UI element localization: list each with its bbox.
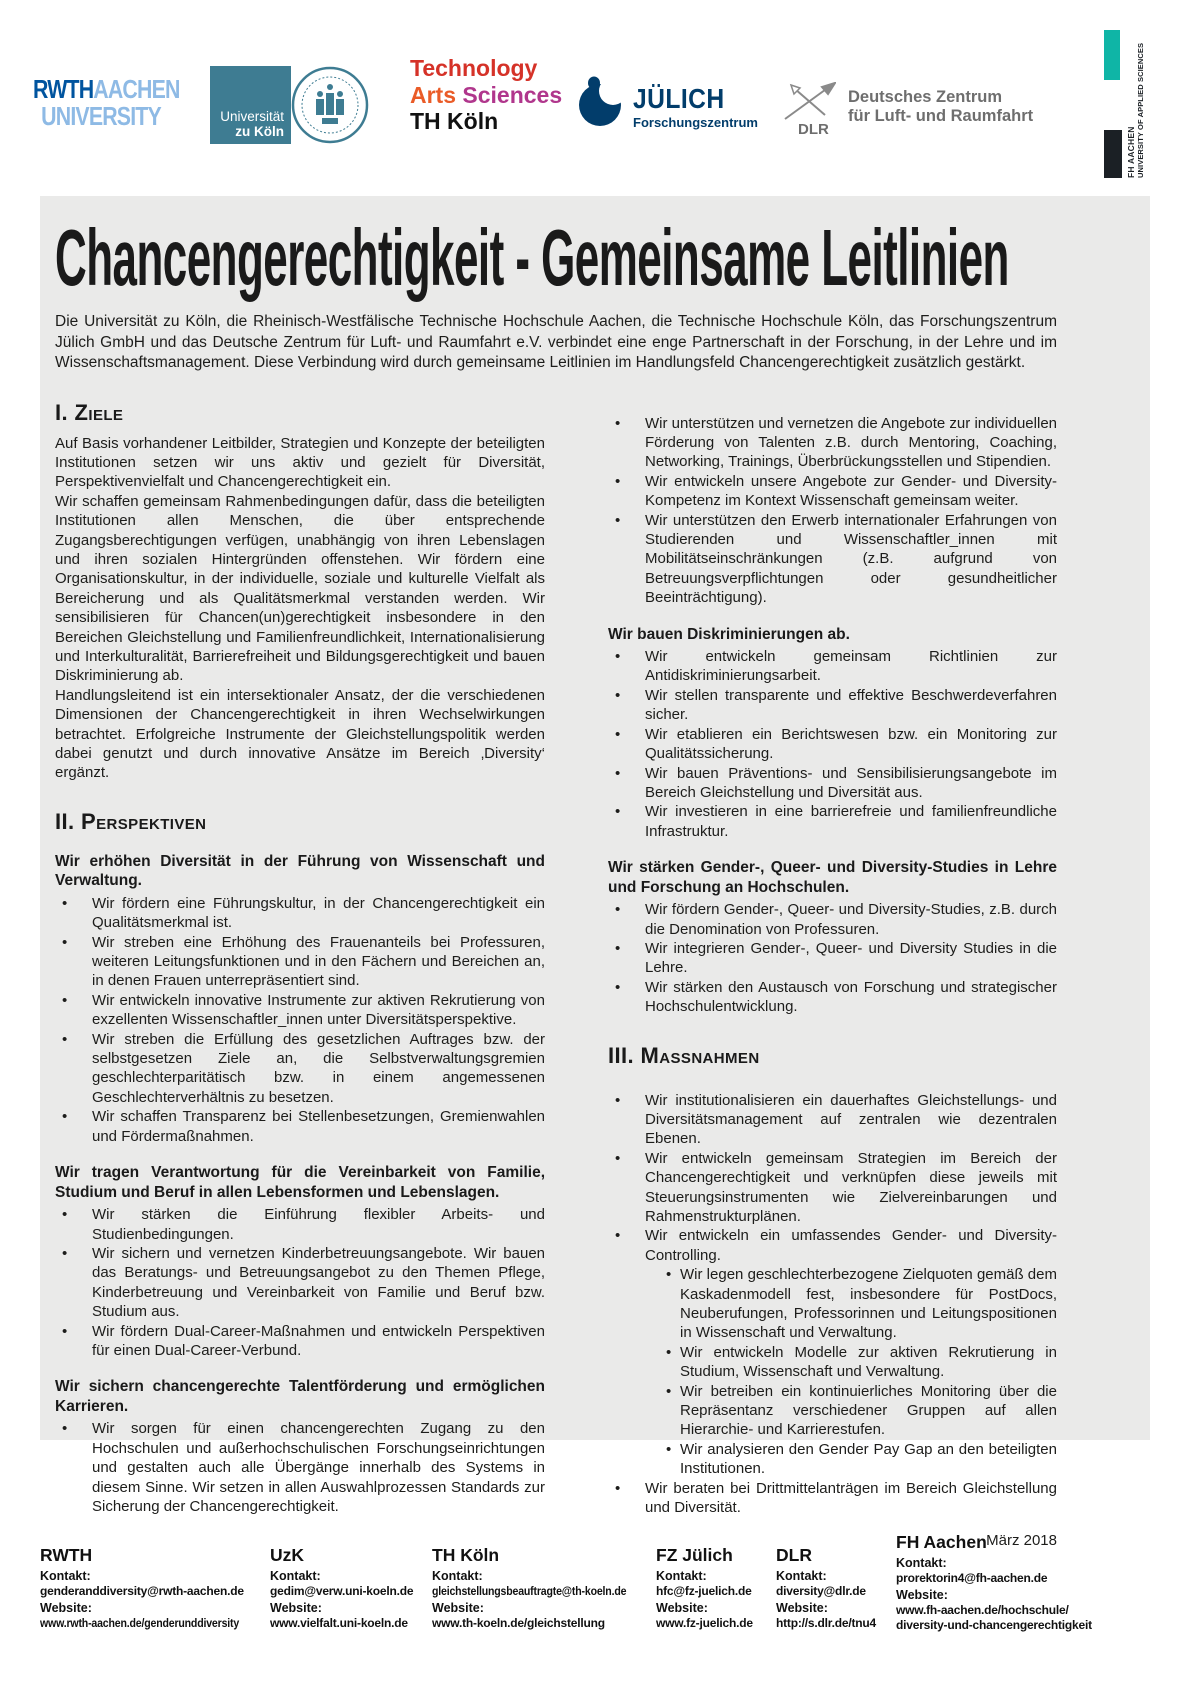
fh-aachen-logo: [1126, 28, 1145, 178]
website-link[interactable]: www.fz-juelich.de: [656, 1616, 753, 1630]
subheading-vereinbarkeit: Wir tragen Verantwortung für die Vereinbarkeit von Familie, Studium und Beruf in allen Lebensformen und Lebenslagen.: [55, 1164, 545, 1201]
list-item: • Wir sichern und vernetzen Kinderbetreuungsangebote. Wir bauen das Beratungs- und Betreuungsangebot zu den Themen Pflege, Kinderbetreuung und Vereinbarkeit von Familie und Beruf bzw. Studium aus.: [55, 1244, 545, 1322]
website-link[interactable]: http://s.dlr.de/tnu4: [776, 1616, 876, 1630]
footer-col-dlr: [776, 1545, 896, 1633]
fh-aachen-teal-bar: [1104, 30, 1120, 80]
juelich-logo: [577, 76, 758, 133]
footer-col-fzjuelich: [656, 1545, 776, 1633]
kontakt-label: Kontakt:: [656, 1569, 707, 1583]
list-item: • Wir analysieren den Gender Pay Gap an den beteiligten Institutionen.: [643, 1440, 1057, 1479]
list-item: • Wir fördern eine Führungskultur, in der Chancengerechtigkeit ein Qualitätsmerkmal ist.: [55, 894, 545, 933]
list-item: • Wir stellen transparente und effektive Beschwerdeverfahren sicher.: [608, 686, 1057, 725]
juelich-wordmark: JÜLICH: [633, 83, 725, 114]
list-item: • Wir bauen Präventions- und Sensibilisierungsangebote im Bereich Gleichstellung und Diversität aus.: [608, 764, 1057, 803]
list-item: • Wir schaffen Transparenz bei Stellenbesetzungen, Gremienwahlen und Fördermaßnahmen.: [55, 1107, 545, 1146]
website-label: Website:: [270, 1601, 322, 1615]
two-column-body: [55, 396, 1057, 1549]
kontakt-label: Kontakt:: [776, 1569, 827, 1583]
footer-org-name: FZ Jülich: [656, 1545, 733, 1565]
page-title: Chancengerechtigkeit - Gemeinsame Leitlinien: [55, 213, 1009, 302]
website-link-line2[interactable]: diversity-und-chancengerechtigkeit: [896, 1618, 1092, 1632]
ziele-paragraph-2: Wir schaffen gemeinsam Rahmenbedingungen dafür, dass die beteiligten Institutionen allen Menschen, die über entsprechende Zugangsberechtigungen verfügen, unabhängig von ihren Lebenslagen und ihren sozialen Hintergründen offenstehen. Wir fördern eine Organisationskultur, in der individuelle, soziale und kulturelle Vielfalt als Bereicherung und als Qualitätsmerkmal verstanden werden. Wir sensibilisieren für Chancen(un)gerechtigkeit insbesondere in den Bereichen Gleichstellung und Familienfreundlichkeit, Internationalisierung und Interkulturalität, Barrierefreiheit und Bildungsgerechtigkeit und bauen Diskriminierung ab.: [55, 492, 545, 685]
subheading-fuehrung: Wir erhöhen Diversität in der Führung von Wissenschaft und Verwaltung.: [55, 852, 545, 890]
footer-col-rwth: [40, 1545, 270, 1633]
partner-logos-header: [0, 0, 1191, 196]
subheading-diskriminierung: Wir bauen Diskriminierungen ab.: [608, 625, 850, 643]
list-item: • Wir fördern Dual-Career-Maßnahmen und entwickeln Perspektiven für einen Dual-Career-Verbund.: [55, 1322, 545, 1361]
juelich-swoosh-icon: [577, 76, 623, 133]
ziele-paragraph-3: Handlungsleitend ist ein intersektionaler Ansatz, der die verschiedenen Dimensionen der Chancengerechtigkeit in ihren Wechselwirkungen betrachtet. Erfolgreiche Instrumente der Gleichstellungspolitik werden dabei genutzt und durch innovative Ansätze im Bereich ‚Diversity‘ ergänzt.: [55, 686, 545, 782]
fh-aachen-wordmark: FH AACHEN: [1126, 126, 1136, 178]
diskriminierung-bullet-list: [608, 647, 1057, 841]
list-item: • Wir entwickeln ein umfassendes Gender- und Diversity-Controlling.: [608, 1226, 1057, 1265]
list-item: • Wir etablieren ein Berichtswesen bzw. ein Monitoring zur Qualitätssicherung.: [608, 725, 1057, 764]
footer-org-name: TH Köln: [432, 1545, 500, 1565]
th-koeln-sciences: Sciences: [462, 81, 563, 108]
fh-aachen-subtitle: UNIVERSITY OF APPLIED SCIENCES: [1136, 42, 1145, 178]
kontakt-label: Kontakt:: [40, 1569, 91, 1583]
footer-org-name: UzK: [270, 1545, 305, 1565]
juelich-logo-text: [633, 83, 758, 130]
document-date: März 2018: [986, 1531, 1057, 1549]
website-label: Website:: [776, 1601, 828, 1615]
th-koeln-technology: Technology: [410, 55, 538, 81]
section-ziele-heading: I. Ziele: [55, 399, 124, 425]
list-item: • Wir streben eine Erhöhung des Frauenanteils bei Professuren, weiteren Leitungsfunktionen und in den Fächern und Bereichen an, in denen Frauen unterrepräsentiert sind.: [55, 933, 545, 991]
dlr-abbr: DLR: [798, 121, 829, 138]
subheading-talentfoerderung: Wir sichern chancengerechte Talentförderung und ermöglichen Karrieren.: [55, 1378, 545, 1415]
dlr-name-line1: Deutsches Zentrum: [848, 88, 1003, 106]
talentfoerderung-bullet-list: [55, 1419, 545, 1516]
website-label: Website:: [896, 1588, 948, 1602]
dlr-mark: [782, 82, 838, 138]
list-item: • Wir entwickeln gemeinsam Richtlinien zur Antidiskriminierungsarbeit.: [608, 647, 1057, 686]
dlr-logo-text: [848, 88, 1033, 138]
website-link[interactable]: www.fh-aachen.de/hochschule/: [896, 1603, 1069, 1617]
left-column: [55, 396, 545, 1549]
talentfoerderung-bullet-list-continued: [608, 414, 1057, 608]
vereinbarkeit-bullet-list: [55, 1205, 545, 1360]
list-item: • Wir investieren in eine barrierefreie und familienfreundliche Infrastruktur.: [608, 802, 1057, 841]
contact-email[interactable]: genderanddiversity@rwth-aachen.de: [40, 1584, 244, 1598]
dlr-name-line2: für Luft- und Raumfahrt: [848, 107, 1034, 125]
footer-org-name: RWTH: [40, 1545, 93, 1565]
contact-email[interactable]: gleichstellungsbeauftragte@th-koeln.de: [432, 1584, 627, 1598]
list-item: • Wir entwickeln unsere Angebote zur Gender- und Diversity-Kompetenz im Kontext Wissenschaft gemeinsam weiter.: [608, 472, 1057, 511]
uni-koeln-logo-text: [220, 110, 284, 139]
studies-bullet-list: [608, 900, 1057, 1016]
footer-col-uzk: [270, 1545, 432, 1633]
list-item: • Wir unterstützen den Erwerb internationaler Erfahrungen von Studierenden und Wissenschaftler_innen mit Mobilitätseinschränkungen (z.B. aufgrund von Betreuungsverpflichtungen oder gesundheitlicher Beeinträchtigung).: [608, 511, 1057, 608]
juelich-subtitle: Forschungszentrum: [633, 115, 758, 130]
list-item: • Wir institutionalisieren ein dauerhaftes Gleichstellungs- und Diversitätsmanagement auf zentralen wie dezentralen Ebenen.: [608, 1091, 1057, 1149]
kontakt-label: Kontakt:: [270, 1569, 321, 1583]
website-label: Website:: [40, 1601, 92, 1615]
rwth-aachen-word: AACHEN: [93, 74, 180, 104]
list-item: • Wir betreiben ein kontinuierliches Monitoring über die Repräsentanz verschiedener Gruppen auf allen Hierarchie- und Karrierestufen.: [643, 1382, 1057, 1440]
right-column: [608, 396, 1057, 1549]
footer-org-name: DLR: [776, 1545, 812, 1565]
massnahmen-bullet-list: [608, 1091, 1057, 1266]
list-item: • Wir unterstützen und vernetzen die Angebote zur individuellen Förderung von Talenten z.B. durch Mentoring, Coaching, Networking, Trainings, Überbrückungsstellen und Stipendien.: [608, 414, 1057, 472]
list-item: • Wir entwickeln innovative Instrumente zur aktiven Rekrutierung von exzellenten Wissenschaftler_innen unter Diversitätsperspektive.: [55, 991, 545, 1030]
footer-col-thkoeln: [432, 1545, 656, 1633]
website-link[interactable]: www.vielfalt.uni-koeln.de: [270, 1616, 408, 1630]
list-item: • Wir sorgen für einen chancengerechten Zugang zu den Hochschulen und außerhochschulischen Forschungseinrichtungen und gestalten auch alle Übergänge innerhalb des Systems in diesem Sinne. Wir setzen in allen Auswahlprozessen Standards zur Sicherung der Chancengerechtigkeit.: [55, 1419, 545, 1516]
website-label: Website:: [656, 1601, 708, 1615]
list-item: • Wir entwickeln gemeinsam Strategien im Bereich der Chancengerechtigkeit und verknüpfen diese jeweils mit Steuerungsinstrumenten wie Zielvereinbarungen und Rahmenstrukturplänen.: [608, 1149, 1057, 1227]
footer-org-name: FH Aachen: [896, 1532, 987, 1552]
website-label: Website:: [432, 1601, 484, 1615]
th-koeln-arts: Arts: [410, 81, 463, 108]
rwth-logo-line1: [33, 74, 180, 104]
kontakt-label: Kontakt:: [896, 1556, 947, 1570]
website-link[interactable]: www.rwth-aachen.de/genderunddiversity: [40, 1616, 240, 1630]
rwth-aachen-logo: [33, 74, 180, 131]
contact-email[interactable]: diversity@dlr.de: [776, 1584, 866, 1598]
section-perspektiven-heading: II. Perspektiven: [55, 808, 207, 834]
ziele-paragraph-1: Auf Basis vorhandener Leitbilder, Strategien und Konzepte der beteiligten Institutionen setzen wir uns aktiv und gezielt für Diversität, Perspektivenvielfalt und Chancengerechtigkeit ein.: [55, 434, 545, 491]
controlling-sub-bullet-list: [643, 1265, 1057, 1478]
contact-email[interactable]: hfc@fz-juelich.de: [656, 1584, 752, 1598]
massnahmen-bullet-list-end: [608, 1479, 1057, 1518]
dlr-logo: [782, 82, 1033, 138]
list-item: • Wir streben die Erfüllung des gesetzlichen Auftrages bzw. der selbstgesetzen Ziele an, die Selbstverwaltungsgremien geschlechterparitätisch bzw. in einem angemessenen Geschlechterverhältnis zu besetzen.: [55, 1030, 545, 1108]
uni-koeln-logo: [210, 66, 291, 144]
contact-email[interactable]: gedim@verw.uni-koeln.de: [270, 1584, 414, 1598]
rwth-university-word: UNIVERSITY: [41, 101, 161, 131]
contact-email[interactable]: prorektorin4@fh-aachen.de: [896, 1571, 1048, 1585]
list-item: • Wir integrieren Gender-, Queer- und Diversity Studies in die Lehre.: [608, 939, 1057, 978]
list-item: • Wir entwickeln Modelle zur aktiven Rekrutierung in Studium, Wissenschaft und Verwaltung.: [643, 1343, 1057, 1382]
th-koeln-logo: [410, 55, 562, 135]
th-koeln-wordmark: TH Köln: [410, 108, 499, 134]
list-item: • Wir beraten bei Drittmittelanträgen im Bereich Gleichstellung und Diversität.: [608, 1479, 1057, 1518]
kontakt-label: Kontakt:: [432, 1569, 483, 1583]
th-koeln-arts-sciences: [410, 82, 562, 109]
uni-koeln-line1: Universität: [220, 109, 284, 124]
uni-koeln-seal-icon: [291, 66, 369, 144]
list-item: • Wir stärken den Austausch von Forschung und strategischer Hochschulentwicklung.: [608, 978, 1057, 1017]
list-item: • Wir legen geschlechterbezogene Zielquoten gemäß dem Kaskadenmodell fest, insbesondere für PostDocs, Neuberufungen, Professorinnen und Leitungspositionen in Wissenschaft und Verwaltung.: [643, 1265, 1057, 1343]
subheading-studies: Wir stärken Gender-, Queer- und Diversity-Studies in Lehre und Forschung an Hochschulen.: [608, 859, 1057, 896]
uni-koeln-line2: zu Köln: [235, 123, 284, 139]
section-massnahmen-heading: III. Massnahmen: [608, 1042, 760, 1068]
intro-paragraph: Die Universität zu Köln, die Rheinisch-Westfälische Technische Hochschule Aachen, die Technische Hochschule Köln, das Forschungszentrum Jülich GmbH und das Deutsche Zentrum für Luft- und Raumfahrt e.V. verbindet eine enge Partnerschaft in der Forschung, in der Lehre und im Wissenschaftsmanagement. Diese Verbindung wird durch gemeinsame Leitlinien im Handlungsfeld Chancengerechtigkeit zusätzlich gestärkt.: [55, 313, 1057, 371]
list-item: • Wir fördern Gender-, Queer- und Diversity-Studies, z.B. durch die Denomination von Professuren.: [608, 900, 1057, 939]
website-link[interactable]: www.th-koeln.de/gleichstellung: [432, 1616, 605, 1630]
fh-aachen-black-bar: [1104, 130, 1122, 178]
footer-col-fhaachen: [896, 1532, 1155, 1633]
fuehrung-bullet-list: [55, 894, 545, 1146]
rwth-wordmark: RWTH: [33, 74, 94, 104]
list-item: • Wir stärken die Einführung flexibler Arbeits- und Studienbedingungen.: [55, 1205, 545, 1244]
